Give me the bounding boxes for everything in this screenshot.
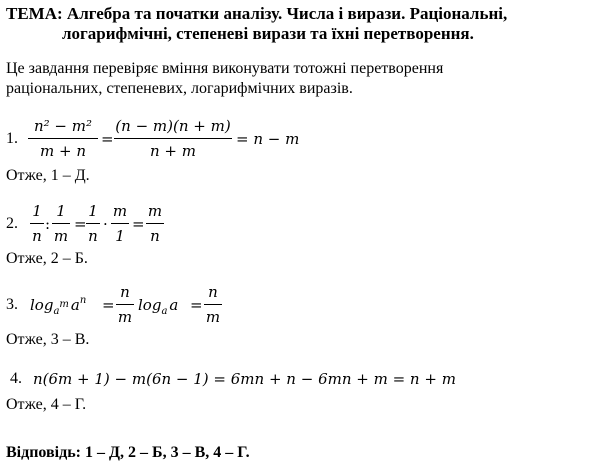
intro-line-2: раціональних, степеневих, логарифмічних виразів. (6, 80, 353, 97)
equals-sign: = (101, 130, 114, 148)
item-2-fraction-e (146, 201, 164, 246)
topic-line-1: ТЕМА: Алгебра та початки аналізу. Числа і вирази. Раціональні, (6, 4, 508, 23)
denominator: n (150, 227, 160, 245)
denominator: m (205, 308, 221, 326)
numerator: 1 (88, 202, 98, 220)
item-1-fraction-2 (114, 116, 232, 161)
item-2-fraction-b (52, 201, 70, 246)
colon-sign: : (45, 215, 51, 233)
log-function: log (138, 296, 162, 314)
fraction-bar (86, 223, 100, 224)
item-2-fraction-a (30, 201, 44, 246)
item-1-fraction-2-numerator: (n − m)(n + m) (115, 117, 231, 135)
item-1-number: 1. (6, 130, 18, 147)
item-1-fraction-2-denominator: n + m (150, 142, 196, 160)
final-answer: Відповідь: 1 – Д, 2 – Б, 3 – В, 4 – Г. (6, 444, 250, 461)
log-base: a (53, 306, 60, 317)
item-3-answer: Отже, 3 – В. (6, 331, 90, 348)
item-1-result: = n − m (236, 130, 300, 148)
equals-sign: = (132, 215, 145, 233)
item-3-number: 3. (6, 296, 18, 313)
equals-sign: = (190, 296, 203, 314)
denominator: m (117, 308, 133, 326)
item-4-answer: Отже, 4 – Г. (6, 396, 87, 413)
item-4-number: 4. (10, 370, 22, 387)
item-1-fraction-1 (28, 116, 98, 161)
dot-sign: · (103, 215, 108, 233)
numerator: 1 (56, 202, 66, 220)
denominator: m (53, 227, 69, 245)
numerator: m (112, 202, 128, 220)
intro-line-1: Це завдання перевіряє вміння виконувати тотожні перетворення (6, 60, 444, 77)
item-3-log-left (30, 295, 87, 317)
numerator: n (208, 283, 218, 301)
item-2-number: 2. (6, 215, 18, 232)
log-function: log (30, 296, 54, 314)
equals-sign: = (74, 215, 87, 233)
log-argument: a (169, 296, 179, 314)
numerator: m (147, 202, 163, 220)
numerator: n (120, 283, 130, 301)
item-1-fraction-1-denominator: m + n (40, 142, 86, 160)
fraction-bar (52, 223, 70, 224)
item-2-fraction-c (86, 201, 100, 246)
denominator: n (88, 227, 98, 245)
item-3-result-fraction (204, 282, 222, 327)
fraction-bar (28, 138, 98, 139)
item-1-fraction-1-numerator: n² − m² (33, 117, 92, 135)
log-base-exponent: m (59, 299, 69, 310)
numerator: 1 (32, 202, 42, 220)
item-3-fraction (116, 282, 134, 327)
item-3-log-right (138, 296, 179, 317)
fraction-bar (116, 304, 134, 305)
log-argument: a (70, 296, 80, 314)
fraction-bar (30, 223, 44, 224)
item-2-fraction-d (111, 201, 129, 246)
log-argument-exponent: n (79, 295, 87, 306)
topic-line-2: логарифмічні, степеневі вирази та їхні перетворення. (62, 24, 474, 43)
denominator: n (32, 227, 42, 245)
item-4-expression: n(6m + 1) − m(6n − 1) = 6mn + n − 6mn + m = n + m (33, 370, 456, 388)
fraction-bar (114, 138, 232, 139)
item-2-answer: Отже, 2 – Б. (6, 250, 88, 267)
denominator: 1 (115, 227, 125, 245)
fraction-bar (146, 223, 164, 224)
fraction-bar (204, 304, 222, 305)
log-base: a (161, 306, 168, 317)
equals-sign: = (102, 296, 115, 314)
fraction-bar (111, 223, 129, 224)
item-1-answer: Отже, 1 – Д. (6, 167, 90, 184)
